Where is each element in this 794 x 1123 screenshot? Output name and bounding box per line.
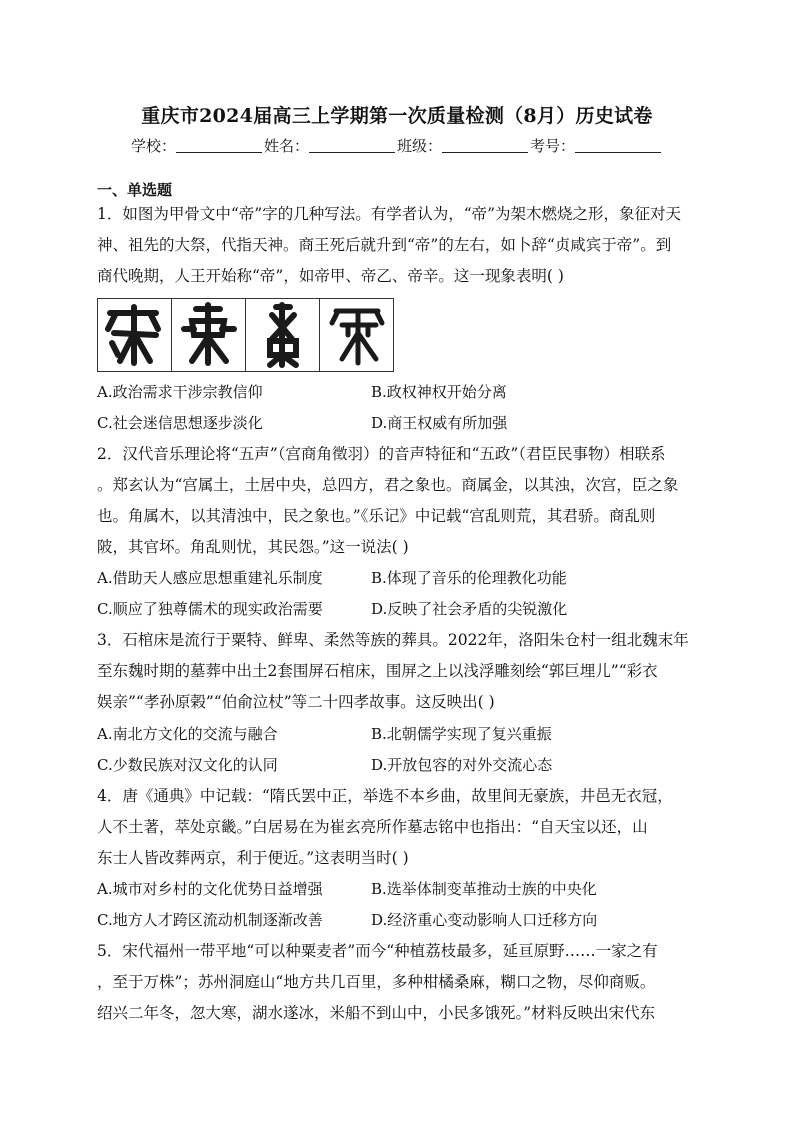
option-c[interactable]: C.社会迷信思想逐步淡化 — [97, 414, 263, 432]
option-a[interactable]: A.政治需求干涉宗教信仰 — [97, 383, 263, 401]
question-4-options — [97, 874, 697, 936]
question-line: 5．宋代福州一带平地“可以种粟麦者”而今“种植荔枝最多，延亘原野……一家之有 — [97, 942, 658, 960]
option-d[interactable]: D.反映了社会矛盾的尖锐激化 — [371, 600, 568, 618]
question-3-options — [97, 719, 697, 781]
option-a[interactable]: A.城市对乡村的文化优势日益增强 — [97, 880, 323, 898]
question-3-stem — [97, 625, 697, 718]
option-a[interactable]: A.借助天人感应思想重建礼乐制度 — [97, 569, 323, 587]
question-line: 绍兴二年冬，忽大寒，湖水遂冰，米船不到山中，小民多饿死。”材料反映出宋代东 — [97, 1004, 656, 1022]
oracle-glyph-2 — [171, 298, 246, 372]
question-line: 陂，其官坏。角乱则忧，其民怨。”这一说法( ) — [97, 538, 409, 556]
question-2-stem — [97, 439, 697, 563]
oracle-glyph-4 — [319, 298, 394, 372]
option-c[interactable]: C.地方人才跨区流动机制逐渐改善 — [97, 911, 323, 929]
question-line: 至东魏时期的墓葬中出土2套围屏石棺床，围屏之上以浅浮雕刻绘“郭巨埋儿”“彩衣 — [97, 662, 658, 680]
option-c[interactable]: C.少数民族对汉文化的认同 — [97, 756, 278, 774]
exam-number-label: 考号： — [530, 137, 576, 155]
exam-title: 重庆市2024届高三上学期第一次质量检测（8月）历史试卷 — [141, 105, 653, 127]
option-d[interactable]: D.开放包容的对外交流心态 — [371, 756, 553, 774]
question-line: 娱亲”“孝孙原榖”“伯俞泣杖”等二十四孝故事。这反映出( ) — [97, 693, 495, 711]
school-label: 学校： — [130, 137, 176, 155]
question-5-stem — [97, 936, 697, 1029]
option-b[interactable]: B.选举体制变革推动士族的中央化 — [371, 880, 597, 898]
question-1-stem — [97, 199, 697, 292]
question-line: 3．石棺床是流行于粟特、鲜卑、柔然等族的葬具。2022年，洛阳朱仓村一组北魏末年 — [97, 631, 689, 649]
question-line: 也。角属木，以其清浊中，民之象也。”《乐记》中记载“宫乱则荒，其君骄。商乱则 — [97, 507, 656, 525]
question-line: 2．汉代音乐理论将“五声”（宫商角徵羽）的音声特征和“五政”（君臣民事物）相联系 — [97, 445, 666, 463]
name-label: 姓名： — [263, 137, 309, 155]
option-d[interactable]: D.商王权威有所加强 — [371, 414, 508, 432]
exam-number-blank[interactable] — [575, 138, 661, 153]
option-d[interactable]: D.经济重心变动影响人口迁移方向 — [371, 911, 598, 929]
section-heading: 一、单选题 — [97, 181, 173, 199]
question-line: 。郑玄认为“宫属土，土居中央，总四方，君之象也。商属金，以其浊，次宫，臣之象 — [97, 476, 679, 494]
question-line: 东士人皆改葬两京，利于便近。”这表明当时( ) — [97, 849, 409, 867]
question-line: 人不土著，萃处京畿。”白居易在为崔玄亮所作墓志铭中也指出：“自天宝以还，山 — [97, 818, 648, 836]
option-b[interactable]: B.政权神权开始分离 — [371, 383, 507, 401]
question-line: 1．如图为甲骨文中“帝”字的几种写法。有学者认为，“帝”为架木燃烧之形，象征对天 — [97, 205, 682, 223]
name-blank[interactable] — [309, 138, 395, 153]
question-line: ，至于万株”；苏州洞庭山“地方共几百里，多种柑橘桑麻，糊口之物，尽仰商贩。 — [97, 973, 656, 991]
class-blank[interactable] — [442, 138, 528, 153]
oracle-bone-glyph-figure — [97, 298, 393, 372]
question-1-options — [97, 377, 697, 439]
question-line: 4．唐《通典》中记载：“隋氏罢中正，举选不本乡曲，故里间无豪族，井邑无衣冠， — [97, 787, 673, 805]
question-4-stem — [97, 781, 697, 874]
option-a[interactable]: A.南北方文化的交流与融合 — [97, 725, 278, 743]
option-b[interactable]: B.体现了音乐的伦理教化功能 — [371, 569, 567, 587]
class-label: 班级： — [397, 137, 443, 155]
oracle-glyph-3 — [245, 298, 320, 372]
question-line: 商代晚期，人王开始称“帝”，如帝甲、帝乙、帝辛。这一现象表明( ) — [97, 267, 564, 285]
option-b[interactable]: B.北朝儒学实现了复兴重振 — [371, 725, 552, 743]
question-2-options — [97, 563, 697, 625]
option-c[interactable]: C.顺应了独尊儒术的现实政治需要 — [97, 600, 323, 618]
school-blank[interactable] — [176, 138, 262, 153]
student-info-line — [0, 135, 794, 156]
oracle-glyph-1 — [97, 298, 172, 372]
question-line: 神、祖先的大祭，代指天神。商王死后就升到“帝”的左右，如卜辞“贞咸宾于帝”。到 — [97, 236, 672, 254]
